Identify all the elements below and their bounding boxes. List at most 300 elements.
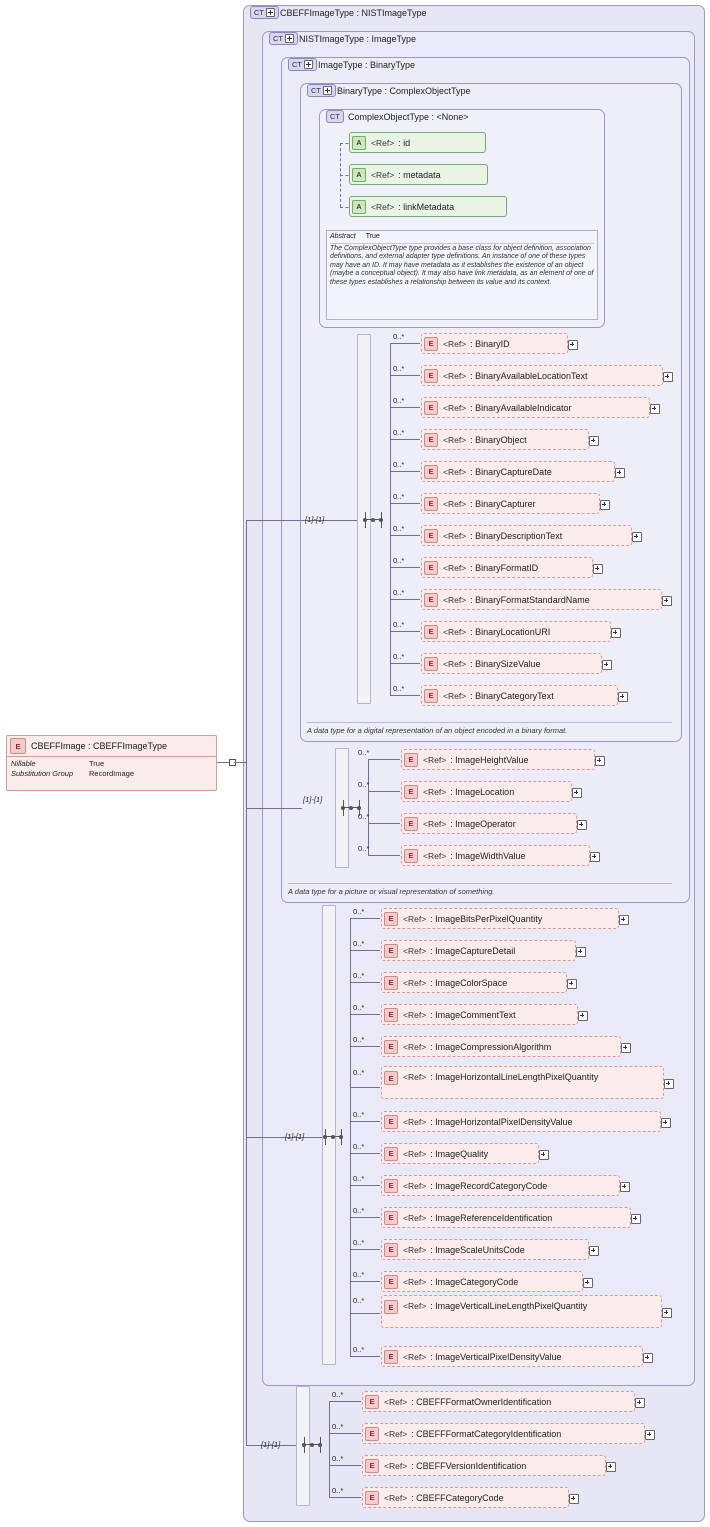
connector (350, 1121, 380, 1122)
element-ref: <Ref> (403, 1009, 427, 1020)
connector (329, 1401, 330, 1497)
element-icon: E (384, 1115, 398, 1129)
connector (350, 1185, 380, 1186)
element-imagescaleunitscode[interactable] (381, 1239, 589, 1260)
element-ref: <Ref> (403, 977, 427, 988)
element-ref: <Ref> (403, 1212, 427, 1223)
element-ref: <Ref> (423, 850, 447, 861)
connector (234, 762, 246, 763)
element-ref: <Ref> (384, 1428, 408, 1439)
connector (350, 1313, 380, 1314)
element-icon: E (10, 738, 26, 754)
occurrence-label: 0..* (393, 396, 405, 405)
root-element-properties (7, 757, 216, 782)
element-binarysizevalue[interactable] (421, 653, 602, 674)
element-name: : ImageVerticalLineLengthPixelQuantity (430, 1301, 588, 1311)
connector (390, 439, 420, 440)
element-ref: <Ref> (423, 786, 447, 797)
expand-icon[interactable] (620, 1182, 630, 1192)
element-icon: E (384, 976, 398, 990)
expand-icon[interactable] (621, 1043, 631, 1053)
connector (350, 1249, 380, 1250)
property-key: Nillable (11, 759, 36, 768)
occurrence-label: 0..* (358, 844, 370, 853)
connector (390, 343, 391, 695)
connector (350, 1046, 380, 1047)
element-imagecapturedetail[interactable] (381, 940, 576, 961)
attribute-icon: A (352, 136, 366, 150)
connector (350, 1281, 380, 1282)
element-ref: <Ref> (403, 1351, 427, 1362)
element-icon: E (424, 689, 438, 703)
occurrence-label: 0..* (353, 907, 365, 916)
element-ref: <Ref> (384, 1460, 408, 1471)
element-name: : BinaryFormatStandardName (470, 594, 590, 605)
element-name: : BinarySizeValue (470, 658, 541, 669)
expand-icon[interactable] (662, 1308, 672, 1318)
connector (246, 1137, 322, 1138)
occurrence-binary: [1]-[1] (305, 515, 325, 524)
element-imageoperator[interactable] (401, 813, 577, 834)
container-badge-text: CT (292, 60, 302, 69)
connector (390, 631, 420, 632)
occurrence-label: 0..* (353, 1003, 365, 1012)
element-icon: E (404, 849, 418, 863)
element-icon: E (424, 561, 438, 575)
element-imagebitsperpixelquantity[interactable] (381, 908, 619, 929)
element-icon: E (384, 944, 398, 958)
element-name: : BinaryID (470, 338, 510, 349)
expand-icon[interactable] (632, 532, 642, 542)
expand-icon[interactable] (600, 500, 610, 510)
connector (329, 1433, 361, 1434)
element-ref: <Ref> (403, 913, 427, 924)
connector (350, 918, 351, 1356)
element-name: : ImageVerticalPixelDensityValue (430, 1351, 562, 1362)
expand-icon[interactable] (664, 1079, 674, 1089)
element-icon: E (404, 753, 418, 767)
element-ref: <Ref> (443, 530, 467, 541)
element-imagecategorycode[interactable] (381, 1271, 583, 1292)
element-binarycategorytext[interactable] (421, 685, 618, 706)
expand-icon[interactable] (589, 1246, 599, 1256)
element-icon: E (384, 1008, 398, 1022)
element-imagehorizontallinelengthpixelquantity[interactable] (381, 1066, 664, 1099)
container-badge-imagetype[interactable] (288, 58, 317, 71)
element-name: : BinaryCapturer (470, 498, 536, 509)
container-badge-cbeffimagetype[interactable] (250, 6, 279, 19)
element-ref: <Ref> (403, 1244, 427, 1255)
element-icon: E (384, 1275, 398, 1289)
element-name: : BinaryCategoryText (470, 690, 554, 701)
element-name: : BinaryCaptureDate (470, 466, 552, 477)
occurrence-label: 0..* (393, 524, 405, 533)
element-ref: <Ref> (443, 658, 467, 669)
element-binaryformatid[interactable] (421, 557, 593, 578)
element-icon: E (365, 1395, 379, 1409)
sequence-icon-cbeff (302, 1434, 322, 1456)
element-ref: <Ref> (443, 626, 467, 637)
occurrence-label: 0..* (353, 1110, 365, 1119)
connector (390, 663, 420, 664)
element-name: : BinaryObject (470, 434, 527, 445)
element-ref: <Ref> (403, 1041, 427, 1052)
element-imagereferenceidentification[interactable] (381, 1207, 631, 1228)
expand-icon[interactable] (576, 947, 586, 957)
expand-icon[interactable] (606, 1462, 616, 1472)
element-icon: E (384, 1040, 398, 1054)
connector (350, 1014, 380, 1015)
element-binarycapturer[interactable] (421, 493, 600, 514)
occurrence-label: 0..* (332, 1422, 344, 1431)
element-name: : CBEFFFormatOwnerIdentification (411, 1396, 552, 1407)
abstract-value: True (365, 233, 380, 240)
expand-icon[interactable] (662, 596, 672, 606)
connector (329, 1497, 361, 1498)
element-ref: <Ref> (403, 1148, 427, 1159)
attribute-name: : id (398, 137, 411, 148)
element-ref: <Ref> (403, 945, 427, 956)
occurrence-label: 0..* (353, 1238, 365, 1247)
element-imagehorizontalpixeldensityvalue[interactable] (381, 1111, 661, 1132)
element-name: : ImageCaptureDetail (430, 945, 516, 956)
element-name: : CBEFFCategoryCode (411, 1492, 504, 1503)
attribute-icon: A (352, 200, 366, 214)
element-imageverticalpixeldensityvalue[interactable] (381, 1346, 643, 1367)
expand-icon[interactable] (661, 1118, 671, 1128)
documentation-binary: A data type for a digital representation of an object encoded in a binary format. (307, 726, 568, 735)
element-name: : ImageCompressionAlgorithm (430, 1041, 552, 1052)
connector (368, 855, 400, 856)
element-ref: <Ref> (403, 1072, 427, 1082)
element-binarylocationuri[interactable] (421, 621, 611, 642)
occurrence-label: 0..* (393, 364, 405, 373)
element-icon: E (384, 1350, 398, 1364)
attribute-icon: A (352, 168, 366, 182)
expand-icon[interactable] (539, 1150, 549, 1160)
container-badge-text: CT (330, 112, 340, 121)
expand-icon[interactable] (567, 979, 577, 989)
occurrence-label: 0..* (358, 748, 370, 757)
element-icon: E (384, 1147, 398, 1161)
property-value: True (89, 759, 105, 768)
element-name: : ImageReferenceIdentification (430, 1212, 553, 1223)
element-ref: <Ref> (443, 466, 467, 477)
element-icon: E (365, 1427, 379, 1441)
element-name: : ImageScaleUnitsCode (430, 1244, 525, 1255)
element-cbeffcategorycode[interactable] (362, 1487, 569, 1508)
connector (350, 950, 380, 951)
occurrence-label: 0..* (393, 492, 405, 501)
occurrence-label: 0..* (353, 971, 365, 980)
root-element-label: CBEFFImage : CBEFFImageType (31, 741, 168, 751)
element-name: : ImageQuality (430, 1148, 489, 1159)
element-binaryformatstandardname[interactable] (421, 589, 662, 610)
expand-icon[interactable] (572, 788, 582, 798)
element-icon: E (424, 465, 438, 479)
expand-icon[interactable] (568, 340, 578, 350)
occurrence-label: 0..* (332, 1390, 344, 1399)
occurrence-image: [1]-[1] (303, 795, 323, 804)
connector (246, 520, 302, 521)
occurrence-label: 0..* (353, 1270, 365, 1279)
element-ref: <Ref> (423, 818, 447, 829)
connector (246, 808, 302, 809)
connector (390, 567, 420, 568)
container-badge-binarytype[interactable] (307, 84, 336, 97)
root-element-header (7, 736, 216, 757)
connector (390, 535, 420, 536)
occurrence-label: 0..* (332, 1486, 344, 1495)
element-name: : ImageColorSpace (430, 977, 508, 988)
occurrence-label: 0..* (393, 588, 405, 597)
connector (350, 1356, 380, 1357)
expand-icon[interactable] (583, 1278, 593, 1288)
occurrence-label: 0..* (353, 1296, 365, 1305)
element-imagecolorspace[interactable] (381, 972, 567, 993)
element-icon: E (365, 1459, 379, 1473)
attribute-metadata[interactable] (349, 164, 488, 185)
connector (368, 791, 400, 792)
element-imagelocation[interactable] (401, 781, 572, 802)
element-binaryid[interactable] (421, 333, 568, 354)
element-name: : BinaryDescriptionText (470, 530, 563, 541)
expand-icon[interactable] (595, 756, 605, 766)
expand-icon[interactable] (663, 372, 673, 382)
element-ref: <Ref> (403, 1301, 427, 1311)
property-value: RecordImage (89, 769, 135, 778)
connector (368, 823, 400, 824)
expand-icon[interactable] (650, 404, 660, 414)
container-title-nistimagetype: NISTImageType : ImageType (299, 34, 417, 44)
element-imagecompressionalgorithm[interactable] (381, 1036, 621, 1057)
occurrence-label: 0..* (353, 1206, 365, 1215)
connector (390, 695, 420, 696)
expand-icon[interactable] (578, 1011, 588, 1021)
expand-icon[interactable] (635, 1398, 645, 1408)
attribute-name: : metadata (398, 169, 441, 180)
occurrence-label: 0..* (393, 620, 405, 629)
occurrence-label: 0..* (358, 812, 370, 821)
element-binarydescriptiontext[interactable] (421, 525, 632, 546)
connector-spine (246, 520, 247, 1445)
container-badge-nistimagetype[interactable] (269, 32, 298, 45)
element-binaryavailablelocationtext[interactable] (421, 365, 663, 386)
connector (390, 407, 420, 408)
element-name: : ImageBitsPerPixelQuantity (430, 913, 543, 924)
abstract-annotation (326, 230, 598, 320)
element-name: : BinaryAvailableLocationText (470, 370, 588, 381)
element-ref: <Ref> (443, 498, 467, 509)
attribute-id[interactable] (349, 132, 486, 153)
element-imagerecordcategorycode[interactable] (381, 1175, 620, 1196)
occurrence-label: 0..* (358, 780, 370, 789)
element-icon: E (384, 912, 398, 926)
expand-icon[interactable] (631, 1214, 641, 1224)
attribute-ref: <Ref> (371, 137, 395, 148)
root-element-cbeffimage[interactable] (6, 735, 217, 791)
occurrence-label: 0..* (353, 939, 365, 948)
element-icon: E (424, 337, 438, 351)
element-name: : BinaryAvailableIndicator (470, 402, 572, 413)
container-title-complexobjecttype: ComplexObjectType : <None> (348, 112, 469, 122)
container-title-imagetype: ImageType : BinaryType (318, 60, 416, 70)
occurrence-label: 0..* (353, 1174, 365, 1183)
expand-icon[interactable] (615, 468, 625, 478)
element-icon: E (384, 1300, 398, 1314)
element-ref: <Ref> (443, 402, 467, 413)
connector (329, 1465, 361, 1466)
element-name: : ImageHeightValue (450, 754, 529, 765)
element-icon: E (424, 529, 438, 543)
attribute-ref: <Ref> (371, 201, 395, 212)
element-imagecommenttext[interactable] (381, 1004, 578, 1025)
occurrence-label: 0..* (393, 652, 405, 661)
expand-icon[interactable] (323, 86, 332, 95)
occurrence-label: 0..* (393, 428, 405, 437)
connector (217, 762, 229, 763)
connector (390, 471, 420, 472)
element-name: : ImageLocation (450, 786, 515, 797)
expand-icon[interactable] (619, 915, 629, 925)
attribute-linkmetadata[interactable] (349, 196, 507, 217)
container-badge-text: CT (311, 86, 321, 95)
connector (329, 1401, 361, 1402)
element-icon: E (384, 1179, 398, 1193)
expand-icon[interactable] (618, 692, 628, 702)
element-name: : ImageHorizontalPixelDensityValue (430, 1116, 573, 1127)
occurrence-cbeff: [1]-[1] (261, 1440, 281, 1449)
element-icon: E (424, 593, 438, 607)
element-binaryobject[interactable] (421, 429, 589, 450)
element-icon: E (384, 1071, 398, 1085)
occurrence-label: 0..* (393, 684, 405, 693)
element-imagewidthvalue[interactable] (401, 845, 590, 866)
element-name: : ImageCommentText (430, 1009, 516, 1020)
occurrence-label: 0..* (353, 1035, 365, 1044)
connector (390, 503, 420, 504)
connector (368, 759, 400, 760)
element-binarycapturedate[interactable] (421, 461, 615, 482)
container-badge-complexobjecttype[interactable] (326, 110, 344, 123)
element-ref: <Ref> (384, 1492, 408, 1503)
element-binaryavailableindicator[interactable] (421, 397, 650, 418)
expand-icon[interactable] (643, 1353, 653, 1363)
element-name: : CBEFFVersionIdentification (411, 1460, 527, 1471)
expand-icon[interactable] (266, 8, 275, 17)
abstract-text: The ComplexObjectType type provides a base class for object definition, association definitions, and external adapter type definitions. An instance of one of these types may have an ID. It may have metadata as it establishes the existence of an object (maybe a conceptual object). It may also have link metadata, as an element of one of these types establishes a relationship between its value and its context. (330, 244, 594, 286)
occurrence-label: 0..* (393, 460, 405, 469)
container-badge-text: CT (273, 34, 283, 43)
container-title-cbeffimagetype: CBEFFImageType : NISTImageType (280, 8, 427, 18)
occurrence-label: 0..* (393, 556, 405, 565)
element-ref: <Ref> (403, 1276, 427, 1287)
attribute-ref: <Ref> (371, 169, 395, 180)
element-name: : BinaryFormatID (470, 562, 539, 573)
element-icon: E (424, 401, 438, 415)
element-imageheightvalue[interactable] (401, 749, 595, 770)
element-cbeffversionidentification[interactable] (362, 1455, 606, 1476)
element-name: : ImageHorizontalLineLengthPixelQuantity (430, 1072, 599, 1082)
element-name: : CBEFFFormatCategoryIdentification (411, 1428, 562, 1439)
element-icon: E (384, 1211, 398, 1225)
divider (307, 722, 672, 723)
occurrence-label: 0..* (353, 1142, 365, 1151)
element-ref: <Ref> (384, 1396, 408, 1407)
expand-icon[interactable] (590, 852, 600, 862)
element-ref: <Ref> (403, 1180, 427, 1191)
element-ref: <Ref> (443, 370, 467, 381)
element-icon: E (384, 1243, 398, 1257)
connector (350, 1217, 380, 1218)
element-name: : ImageOperator (450, 818, 516, 829)
connector (390, 599, 420, 600)
element-ref: <Ref> (403, 1116, 427, 1127)
element-ref: <Ref> (443, 434, 467, 445)
connector (390, 375, 420, 376)
connector (368, 759, 369, 855)
container-title-binarytype: BinaryType : ComplexObjectType (337, 86, 471, 96)
element-cbeffformatowneridentification[interactable] (362, 1391, 635, 1412)
occurrence-label: 0..* (353, 1345, 365, 1354)
occurrence-nistimage: [1]-[1] (285, 1132, 305, 1141)
connector (350, 982, 380, 983)
expand-icon[interactable] (589, 436, 599, 446)
element-ref: <Ref> (443, 338, 467, 349)
expand-icon[interactable] (602, 660, 612, 670)
element-ref: <Ref> (443, 594, 467, 605)
element-ref: <Ref> (423, 754, 447, 765)
occurrence-label: 0..* (393, 332, 405, 341)
connector (350, 918, 380, 919)
expand-icon[interactable] (611, 628, 621, 638)
occurrence-label: 0..* (332, 1454, 344, 1463)
element-name: : ImageRecordCategoryCode (430, 1180, 548, 1191)
element-name: : ImageWidthValue (450, 850, 526, 861)
element-icon: E (424, 657, 438, 671)
expand-icon[interactable] (569, 1494, 579, 1504)
element-name: : ImageCategoryCode (430, 1276, 519, 1287)
element-icon: E (424, 497, 438, 511)
connector (350, 1087, 380, 1088)
element-icon: E (424, 625, 438, 639)
element-icon: E (424, 433, 438, 447)
element-imageverticallinelengthpixelquantity[interactable] (381, 1295, 662, 1328)
element-imagequality[interactable] (381, 1143, 539, 1164)
expand-icon[interactable] (645, 1430, 655, 1440)
sequence-icon-nistimage (323, 1126, 343, 1148)
property-key: Substitution Group (11, 769, 74, 778)
element-ref: <Ref> (443, 690, 467, 701)
element-icon: E (365, 1491, 379, 1505)
occurrence-label: 0..* (353, 1068, 365, 1077)
expand-icon[interactable] (577, 820, 587, 830)
expand-icon[interactable] (304, 60, 313, 69)
container-badge-text: CT (254, 8, 264, 17)
connector (390, 343, 420, 344)
divider (288, 883, 672, 884)
sequence-icon-binary (363, 509, 383, 531)
element-cbeffformatcategoryidentification[interactable] (362, 1423, 645, 1444)
abstract-key: Abstract (330, 233, 356, 240)
element-icon: E (404, 817, 418, 831)
documentation-image: A data type for a picture or visual representation of something. (288, 887, 495, 896)
element-icon: E (404, 785, 418, 799)
element-name: : BinaryLocationURI (470, 626, 551, 637)
expand-icon[interactable] (285, 34, 294, 43)
element-ref: <Ref> (443, 562, 467, 573)
expand-icon[interactable] (593, 564, 603, 574)
